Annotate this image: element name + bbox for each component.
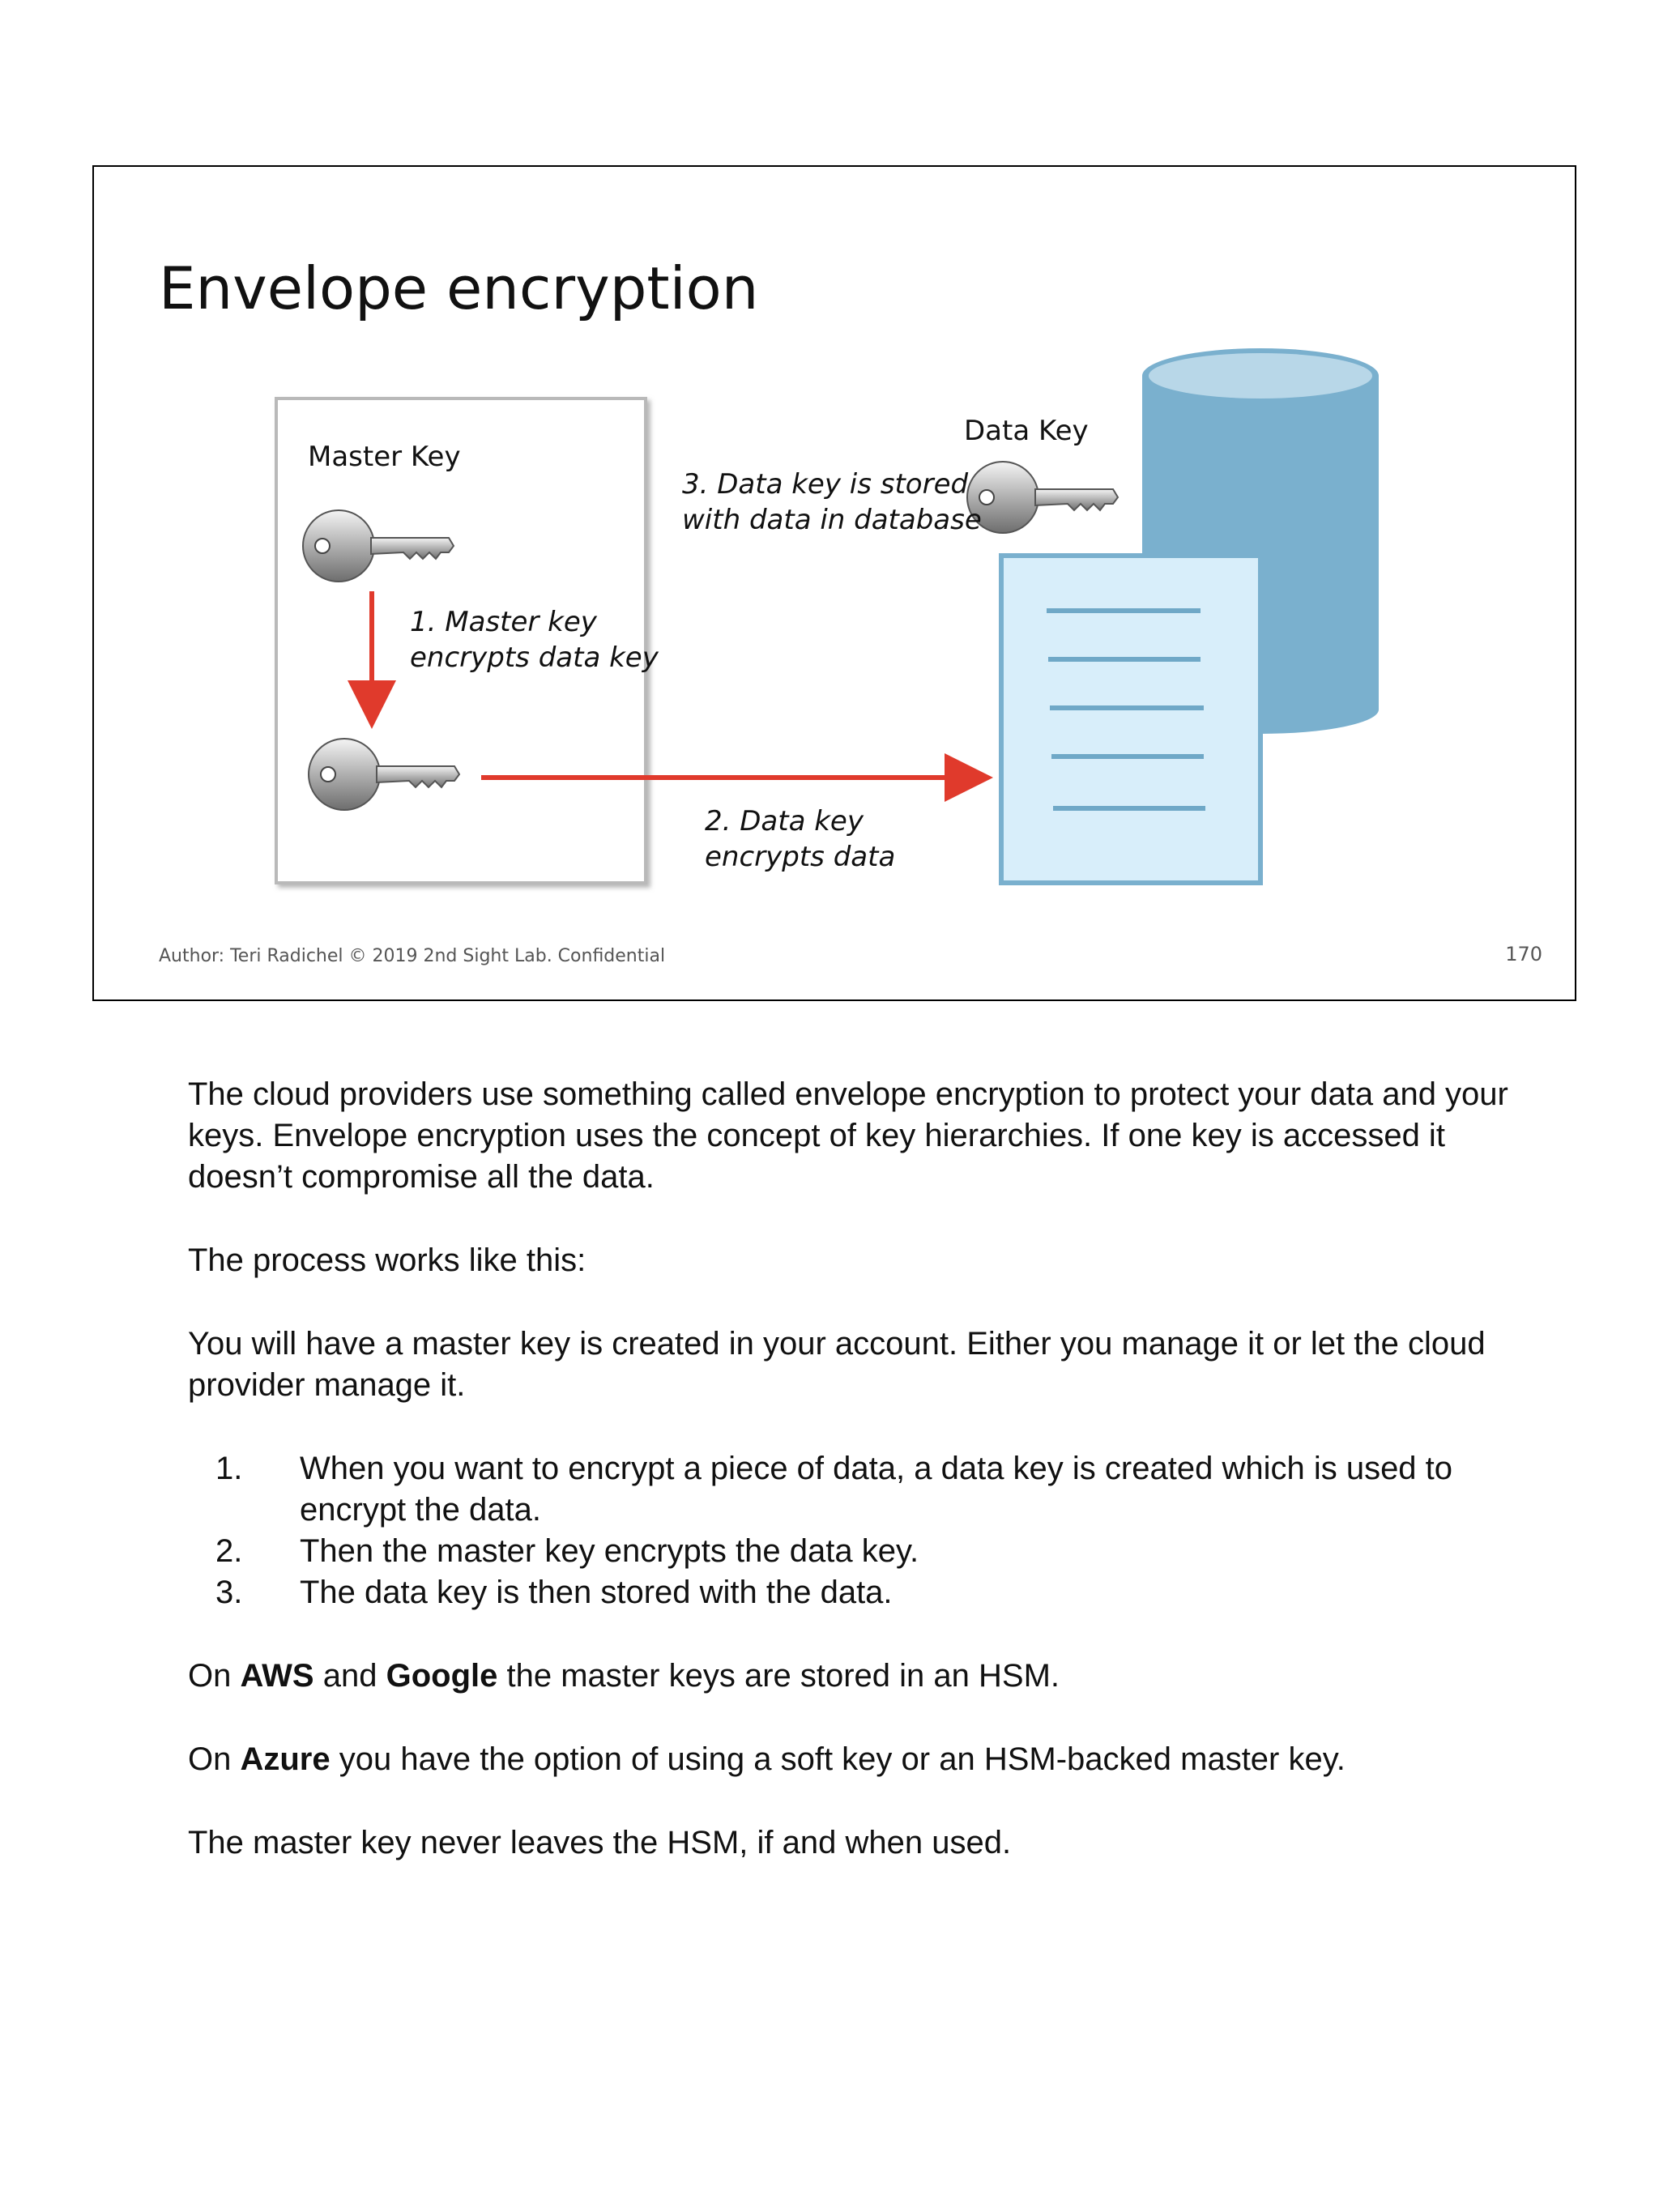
step1-line2: encrypts data key xyxy=(410,641,659,674)
speaker-notes xyxy=(188,1074,1516,1906)
step2-label xyxy=(705,803,895,875)
list-item xyxy=(188,1448,1516,1531)
notes-master-key: You will have a master key is created in your account. Either you manage it or let the cloud provider manage it. xyxy=(188,1326,1486,1403)
list-text: Then the master key encrypts the data key. xyxy=(300,1533,919,1569)
notes-intro: The cloud providers use something called envelope encryption to protect your data and your keys. Envelope encryption uses the concept of key hierarchies. If one key is accessed it doesn’t compromise all the data. xyxy=(188,1076,1508,1195)
slide xyxy=(92,165,1576,1001)
google-name: Google xyxy=(386,1658,498,1694)
azure-rest: you have the option of using a soft key or an HSM-backed master key. xyxy=(339,1741,1346,1777)
aws-google-rest: the master keys are stored in an HSM. xyxy=(506,1658,1060,1694)
list-item xyxy=(188,1531,1516,1572)
data-key-icon xyxy=(967,462,1118,533)
master-key-label: Master Key xyxy=(308,441,461,473)
notes-azure xyxy=(188,1739,1516,1780)
list-number: 1. xyxy=(215,1451,243,1486)
step2-line1: 2. Data key xyxy=(705,805,864,837)
aws-on: On xyxy=(188,1658,232,1694)
list-number: 2. xyxy=(215,1533,243,1569)
data-key-label: Data Key xyxy=(964,415,1089,447)
azure-name: Azure xyxy=(240,1741,331,1777)
envelope-encryption-diagram xyxy=(94,167,1578,1003)
aws-name: AWS xyxy=(240,1658,314,1694)
notes-closing: The master key never leaves the HSM, if and when used. xyxy=(188,1825,1012,1860)
step2-line2: encrypts data xyxy=(705,841,896,873)
list-number: 3. xyxy=(215,1575,243,1610)
azure-on: On xyxy=(188,1741,232,1777)
slide-title: Envelope encryption xyxy=(159,254,759,322)
step1-label xyxy=(410,604,659,676)
list-item xyxy=(188,1572,1516,1613)
step3-line1: 3. Data key is stored xyxy=(682,468,969,501)
aws-and: and xyxy=(322,1658,377,1694)
document-icon xyxy=(1001,556,1260,883)
notes-process-intro: The process works like this: xyxy=(188,1242,586,1278)
notes-aws-google xyxy=(188,1656,1516,1697)
list-text: When you want to encrypt a piece of data, a data key is created which is used to encrypt the data. xyxy=(300,1451,1453,1528)
step3-label xyxy=(682,467,982,538)
steps-list xyxy=(188,1448,1516,1613)
slide-footer: Author: Teri Radichel © 2019 2nd Sight Lab. Confidential xyxy=(159,946,666,966)
step1-line1: 1. Master key xyxy=(410,606,597,638)
list-text: The data key is then stored with the data. xyxy=(300,1575,893,1610)
slide-number: 170 xyxy=(1505,943,1542,965)
step3-line2: with data in database xyxy=(682,504,982,536)
